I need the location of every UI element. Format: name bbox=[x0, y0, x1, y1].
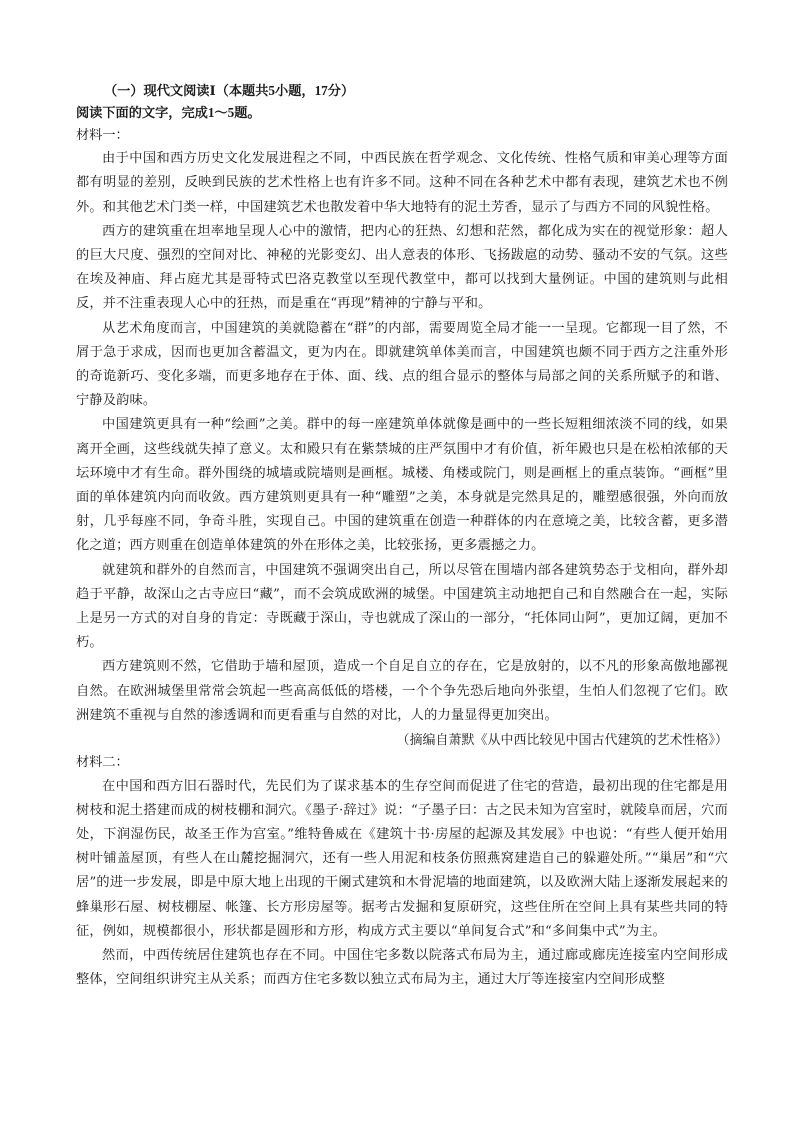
material-one bbox=[76, 125, 728, 752]
material-two-paragraph-1: 在中国和西方旧石器时代，先民们为了谋求基本的生存空间而促进了住宅的营造，最初出现的住宅都是用树枝和泥土搭建而成的树枝棚和洞穴。《墨子·辞过》说：“子墨子曰：古之民未知为宫室时，就陵阜而居，穴而处，下润湿伤民，故圣王作为宫室。”维特鲁威在《建筑十书·房屋的起源及其发展》中也说：“有些人便开始用树叶铺盖屋顶，有些人在山麓挖掘洞穴，还有一些人用泥和枝条仿照燕窝建造自己的躲避处所。”“巢居”和“穴居”的进一步发展，即是中原大地上出现的干阑式建筑和木骨泥墙的地面建筑，以及欧洲大陆上逐渐发展起来的蜂巢形石屋、树枝棚屋、帐篷、长方形房屋等。据考古发掘和复原研究，这些住所在空间上具有某些共同的特征，例如，规模都很小，形状都是圆形和方形，构成方式主要以“单间复合式”和“多间集中式”为主。 bbox=[76, 778, 728, 939]
material-one-paragraph-3: 从艺术角度而言，中国建筑的美就隐蓄在“群”的内部，需要周览全局才能一一呈现。它都现一目了然，不屑于急于求成，因而也更加含蓄温文，更为内在。即就建筑单体美而言，中国建筑也颇不同于西方之注重外形的奇诡新巧、变化多端，而更多地存在于体、面、线、点的组合显示的整体与局部之间的关系所赋予的和谐、宁静及韵味。 bbox=[76, 320, 728, 409]
material-two-label: 材料二： bbox=[76, 755, 129, 771]
material-one-source: （摘编自萧默《从中西比较见中国古代建筑的艺术性格》） bbox=[396, 732, 728, 748]
reading-section bbox=[76, 80, 728, 992]
material-one-paragraph-6: 西方建筑则不然，它借助于墙和屋顶，造成一个自足自立的存在，它是放射的，以不凡的形象高傲地鄙视自然。在欧洲城堡里常常会筑起一些高高低低的塔楼，一个个争先恐后地向外张望，生怕人们忽视了它们。欧洲建筑不重视与自然的渗透调和而更看重与自然的对比，人的力量显得更加突出。 bbox=[76, 659, 728, 723]
material-one-paragraph-2: 西方的建筑重在坦率地呈现人心中的激情，把内心的狂热、幻想和茫然，都化成为实在的视觉形象：超人的巨大尺度、强烈的空间对比、神秘的光影变幻、出人意表的体形、飞扬跋扈的动势、骚动不安的气氛。这些在埃及神庙、拜占庭尤其是哥特式巴洛克教堂以至现代教堂中，都可以找到大量例证。中国的建筑则与此相反，并不注重表现人心中的狂热，而是重在“再现”精神的宁静与平和。 bbox=[76, 223, 728, 312]
material-one-paragraph-5: 就建筑和群外的自然而言，中国建筑不强调突出自己，所以尽管在围墙内部各建筑势态于戈相向，群外却趋于平静，故深山之古寺应曰“藏”，而不会筑成欧洲的城堡。中国建筑主动地把自己和自然融合在一起，实际上是另一方式的对自身的肯定：寺既藏于深山，寺也就成了深山的一部分，“托体同山阿”，更加辽阔，更加不朽。 bbox=[76, 562, 728, 651]
instruction-text: 阅读下面的文字，完成1～5题。 bbox=[76, 105, 261, 121]
section-heading: （一）现代文阅读Ⅰ（本题共5小题，17分） bbox=[104, 83, 355, 98]
material-two-paragraph-2: 然而，中西传统居住建筑也存在不同。中国住宅多数以院落式布局为主，通过廊或廊庑连接室内空间形成整体，空间组织讲究主从关系；而西方住宅多数以独立式布局为主，通过大厅等连接室内空间形成整 bbox=[76, 947, 728, 988]
material-one-label: 材料一： bbox=[76, 127, 129, 143]
material-two bbox=[76, 752, 728, 992]
material-one-paragraph-4: 中国建筑更具有一种“绘画”之美。群中的每一座建筑单体就像是画中的一些长短粗细浓淡不同的线，如果离开全画，这些线就失掉了意义。太和殿只有在紫禁城的庄严氛围中才有价值，祈年殿也只是在松柏浓郁的天坛环境中才有生命。群外围绕的城墙或院墙则是画框。城楼、角楼或院门，则是画框上的重点装饰。“画框”里面的单体建筑内向而收敛。西方建筑则更具有一种“雕塑”之美，本身就是完然具足的，雕塑感很强，外向而放射，几乎每座不同，争奇斗胜，实现自己。中国的建筑重在创造一种群体的内在意境之美，比较含蓄，更多潜化之道；西方则重在创造单体建筑的外在形体之美，比较张扬，更多震撼之力。 bbox=[76, 417, 728, 554]
material-one-paragraph-1: 由于中国和西方历史文化发展进程之不同，中西民族在哲学观念、文化传统、性格气质和审美心理等方面都有明显的差别，反映到民族的艺术性格上也有许多不同。这种不同在各种艺术中都有表现，建筑艺术也不例外。和其他艺术门类一样，中国建筑艺术也散发着中华大地特有的泥土芳香，显示了与西方不同的风貌性格。 bbox=[76, 151, 728, 215]
